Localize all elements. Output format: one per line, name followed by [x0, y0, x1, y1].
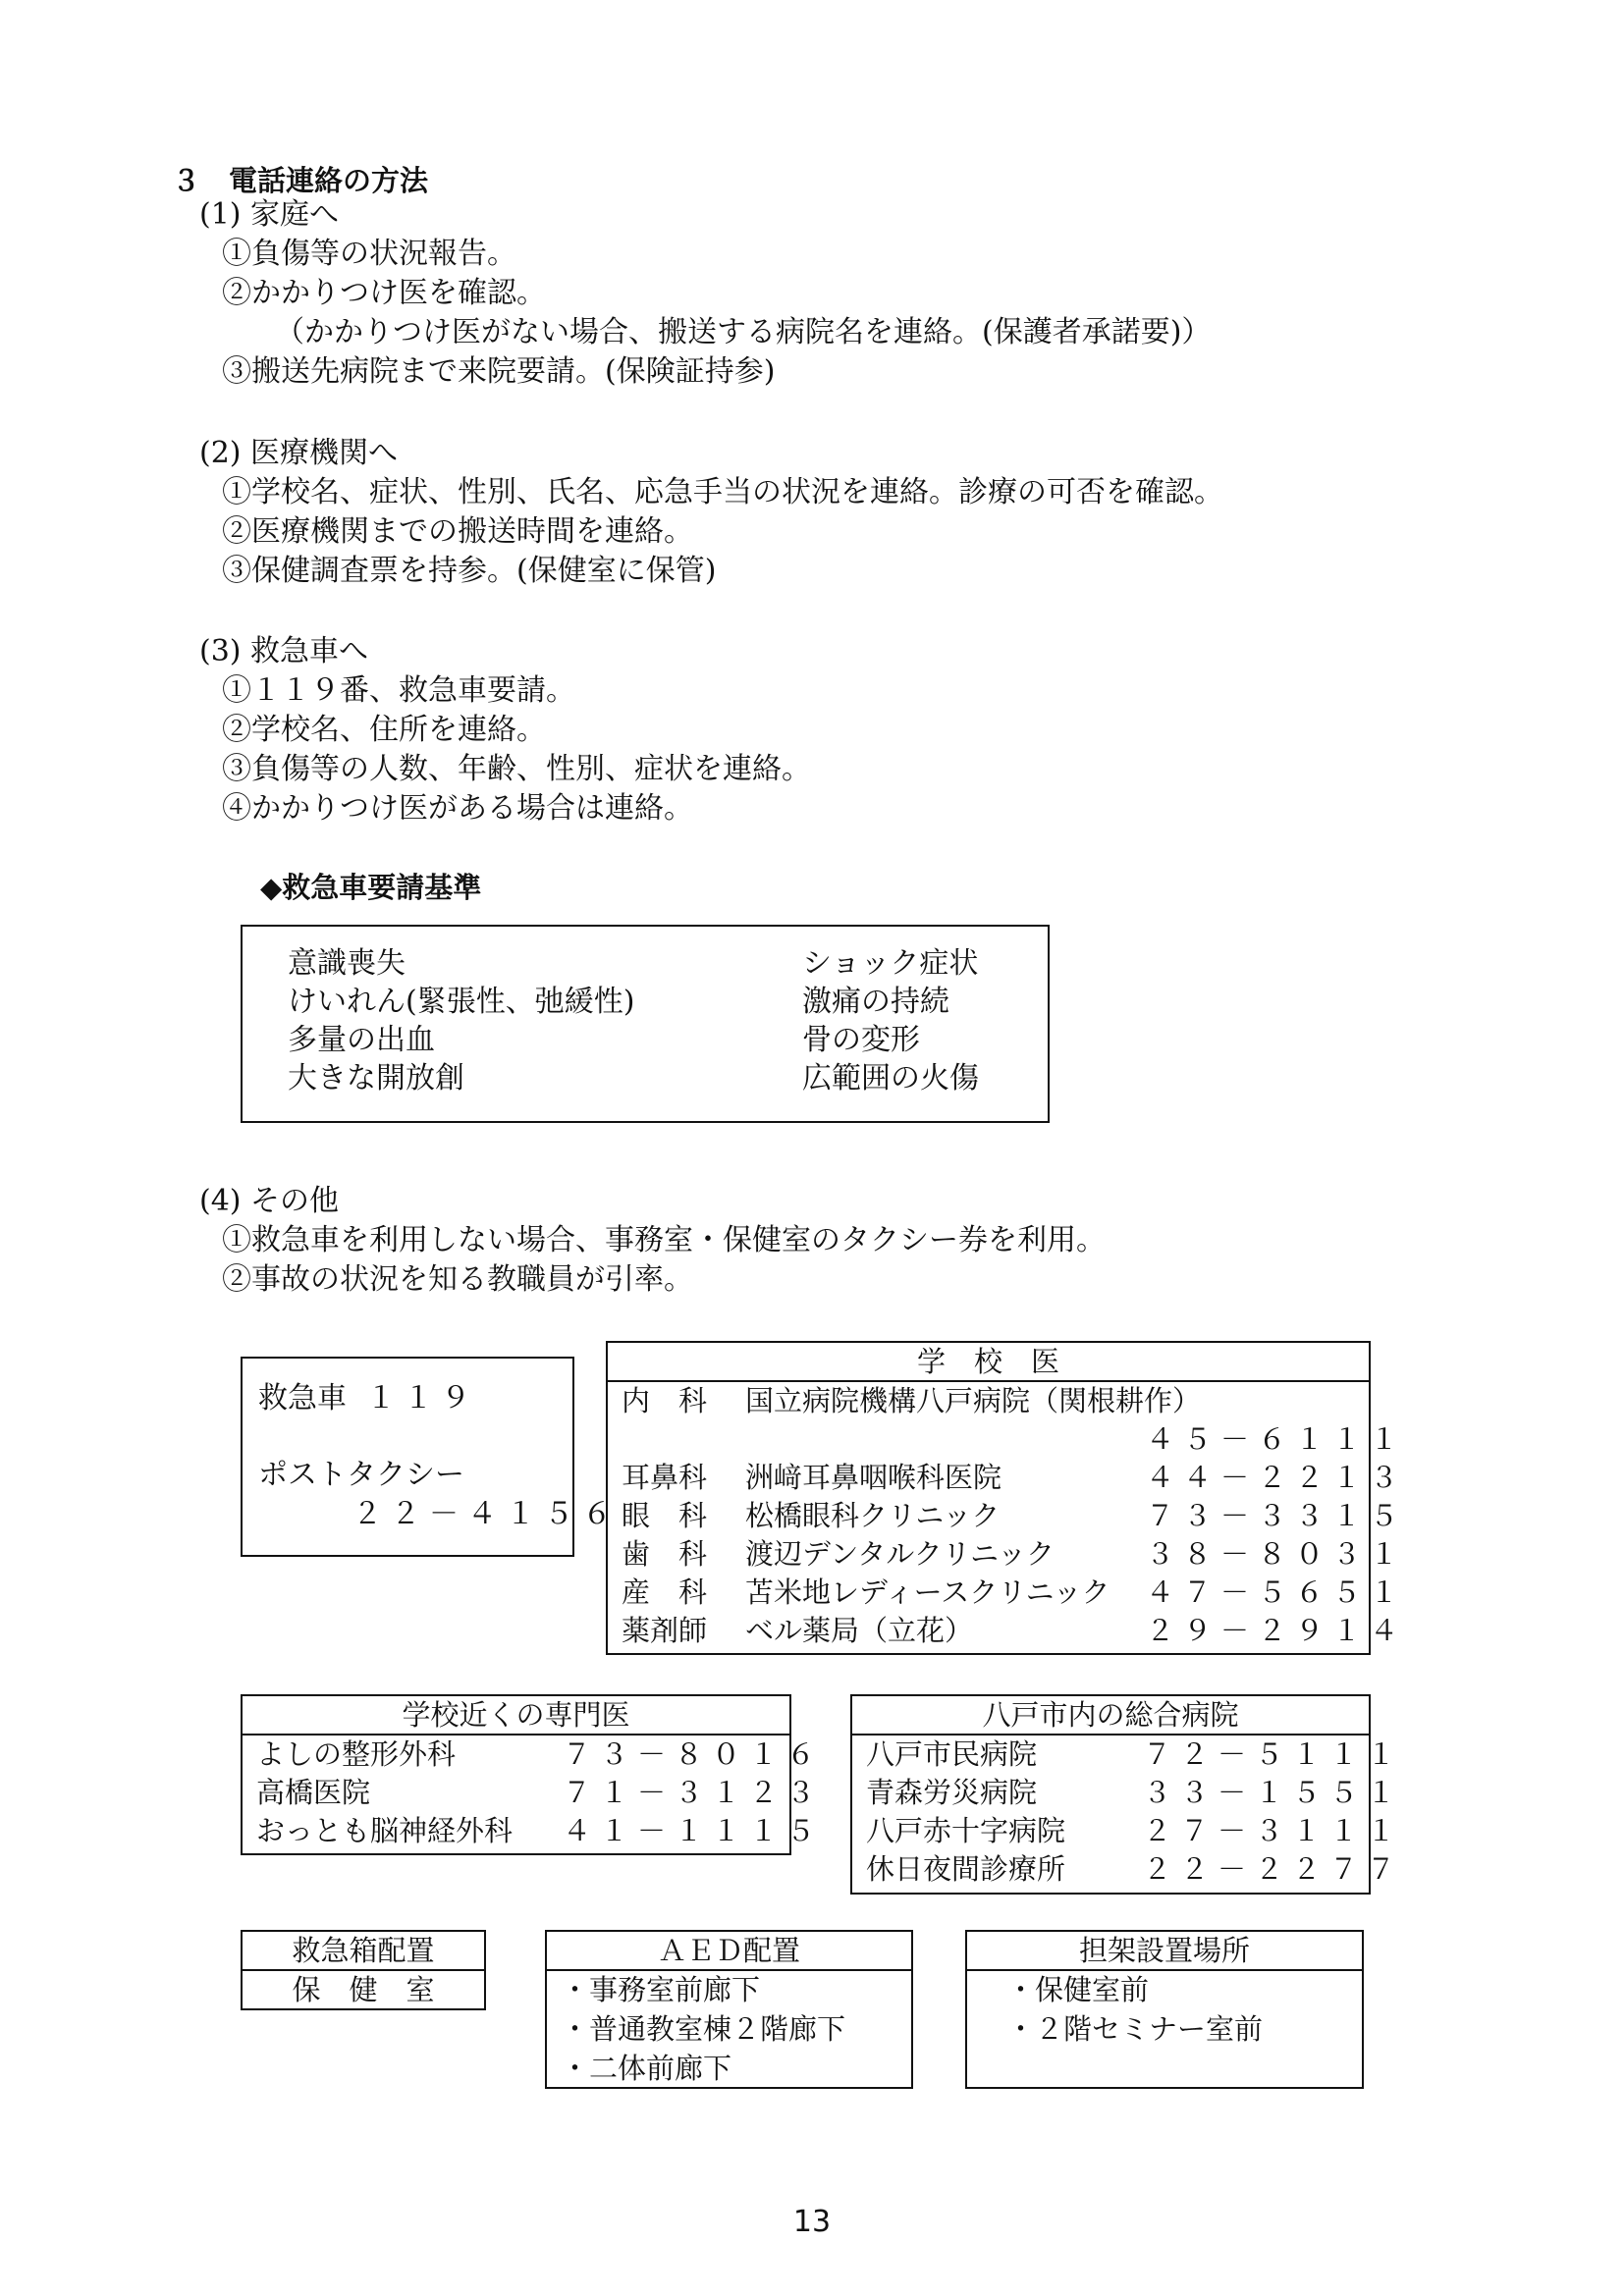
criteria-item: 大きな開放創	[288, 1061, 464, 1095]
name-cell: 松橋眼科クリニック	[745, 1499, 1001, 1532]
home-title: (1) 家庭へ	[199, 197, 340, 232]
table-row	[608, 1497, 1408, 1535]
phone-cell: ２２－２２７７	[1143, 1852, 1405, 1886]
table-row	[852, 1850, 1405, 1889]
home-item: ①負傷等の状況報告。	[222, 237, 516, 271]
criteria-title: ◆救急車要請基準	[260, 871, 482, 904]
dept-cell: 眼 科	[622, 1499, 708, 1532]
school-doctors-header: 学 校 医	[608, 1343, 1369, 1382]
other-title: (4) その他	[199, 1184, 340, 1218]
list-item: ・普通教室棟２階廊下	[561, 2012, 846, 2046]
home-item: ③搬送先病院まで来院要請。(保険証持参)	[222, 354, 776, 389]
hospitals-header: 八戸市内の総合病院	[852, 1696, 1369, 1735]
table-row	[852, 1812, 1405, 1850]
home-item: ②かかりつけ医を確認。	[222, 276, 546, 310]
table-row	[608, 1612, 1408, 1650]
stretcher-header: 担架設置場所	[967, 1932, 1362, 1971]
phone-cell: ４５－６１１１	[1146, 1422, 1408, 1456]
hospitals-table	[850, 1694, 1405, 1895]
ambulance-item: ④かかりつけ医がある場合は連絡。	[222, 791, 693, 826]
list-item: ・２階セミナー室前	[1006, 2012, 1264, 2046]
taxi-label: ポストタクシー	[258, 1458, 464, 1492]
table-row	[243, 1735, 825, 1774]
table-row	[608, 1382, 1369, 1420]
ambulance-item: ②学校名、住所を連絡。	[222, 713, 546, 747]
ambulance-title: (3) 救急車へ	[199, 634, 369, 668]
section-title: ３ 電話連絡の方法	[172, 164, 429, 197]
criteria-item: けいれん(緊張性、弛緩性)	[288, 985, 635, 1019]
dept-cell: 内 科	[622, 1384, 708, 1417]
emergency-numbers-box	[241, 1357, 621, 1557]
home-item-note: （かかりつけ医がない場合、搬送する病院名を連絡。(保護者承諾要)）	[275, 315, 1212, 349]
phone-cell: ３３－１５５１	[1143, 1776, 1405, 1809]
ambulance-item: ③負傷等の人数、年齢、性別、症状を連絡。	[222, 752, 811, 786]
name-cell: 苫米地レディースクリニック	[745, 1575, 1110, 1609]
table-row	[608, 1574, 1408, 1612]
first-aid-header: 救急箱配置	[243, 1932, 484, 1971]
list-item: ・二体前廊下	[561, 2052, 732, 2085]
table-row	[243, 1812, 825, 1850]
list-item: ・事務室前廊下	[561, 1973, 761, 2006]
criteria-item: 意識喪失	[288, 946, 406, 981]
criteria-item: ショック症状	[802, 946, 979, 981]
criteria-item: 激痛の持続	[802, 985, 949, 1019]
dept-cell: 薬剤師	[622, 1614, 708, 1647]
name-cell: 国立病院機構八戸病院（関根耕作）	[745, 1384, 1202, 1417]
dept-cell: 産 科	[622, 1575, 708, 1609]
table-row	[608, 1420, 1408, 1459]
name-cell: 八戸市民病院	[866, 1737, 1038, 1771]
name-cell: ベル薬局（立花）	[745, 1614, 974, 1647]
first-aid-location: 保 健 室	[292, 1973, 435, 2006]
name-cell: 八戸赤十字病院	[866, 1814, 1066, 1847]
medical-item: ①学校名、症状、性別、氏名、応急手当の状況を連絡。診療の可否を確認。	[222, 475, 1223, 509]
other-item: ①救急車を利用しない場合、事務室・保健室のタクシー券を利用。	[222, 1223, 1106, 1257]
phone-cell: ７３－３３１５	[1146, 1499, 1408, 1532]
ambulance-number: １１９	[366, 1381, 478, 1415]
phone-cell: ２９－２９１４	[1146, 1614, 1408, 1647]
name-cell: 渡辺デンタルクリニック	[745, 1537, 1055, 1571]
medical-title: (2) 医療機関へ	[199, 436, 399, 470]
table-row	[852, 1774, 1405, 1812]
phone-cell: ４１－１１１５	[563, 1814, 825, 1847]
ambulance-label: 救急車	[258, 1381, 347, 1415]
list-item: ・保健室前	[1006, 1973, 1150, 2006]
name-cell: よしの整形外科	[256, 1737, 457, 1771]
dept-cell: 耳鼻科	[622, 1461, 708, 1494]
dept-cell: 歯 科	[622, 1537, 708, 1571]
phone-cell: ４７－５６５１	[1146, 1575, 1408, 1609]
phone-cell: ７３－８０１６	[563, 1737, 825, 1771]
criteria-box	[241, 925, 1050, 1123]
phone-cell: ３８－８０３１	[1146, 1537, 1408, 1571]
school-doctors-table	[606, 1341, 1408, 1655]
specialists-header: 学校近くの専門医	[243, 1696, 789, 1735]
criteria-item: 骨の変形	[802, 1023, 920, 1057]
name-cell: 青森労災病院	[866, 1776, 1038, 1809]
table-row	[852, 1735, 1405, 1774]
table-row	[608, 1535, 1408, 1574]
other-item: ②事故の状況を知る教職員が引率。	[222, 1262, 693, 1297]
aed-header: ＡＥＤ配置	[547, 1932, 911, 1971]
table-row	[608, 1459, 1408, 1497]
aed-table	[545, 1930, 913, 2089]
phone-cell: ７１－３１２３	[563, 1776, 825, 1809]
stretcher-table	[965, 1930, 1364, 2089]
name-cell: 休日夜間診療所	[866, 1852, 1066, 1886]
first-aid-box-table	[241, 1930, 486, 2010]
phone-cell: ４４－２２１３	[1146, 1461, 1408, 1494]
table-row	[243, 1774, 825, 1812]
phone-cell: ７２－５１１１	[1143, 1737, 1405, 1771]
ambulance-item: ①１１９番、救急車要請。	[222, 673, 575, 708]
criteria-item: 広範囲の火傷	[802, 1061, 979, 1095]
phone-cell: ２７－３１１１	[1143, 1814, 1405, 1847]
medical-item: ③保健調査票を持参。(保健室に保管)	[222, 554, 717, 588]
medical-item: ②医療機関までの搬送時間を連絡。	[222, 514, 693, 549]
taxi-number: ２２－４１５６	[352, 1497, 621, 1531]
specialists-table	[241, 1694, 825, 1855]
name-cell: おっとも脳神経外科	[256, 1814, 514, 1847]
page-number: 13	[792, 2205, 832, 2239]
criteria-item: 多量の出血	[288, 1023, 435, 1057]
name-cell: 高橋医院	[256, 1776, 371, 1809]
name-cell: 洲﨑耳鼻咽喉科医院	[745, 1461, 1002, 1494]
